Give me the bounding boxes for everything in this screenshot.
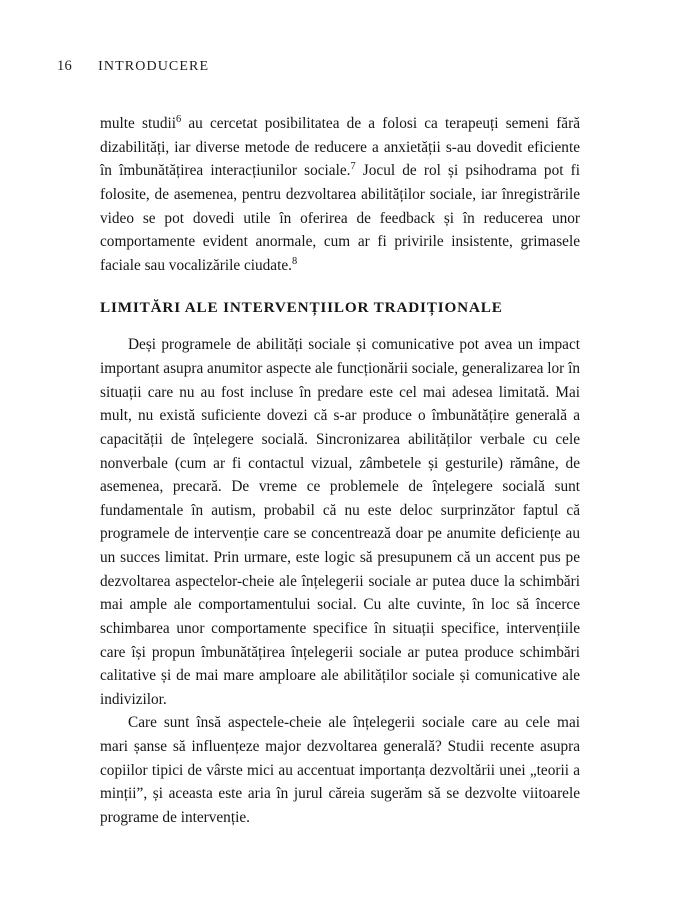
page-body — [100, 112, 580, 830]
footnote-marker-6: 6 — [176, 113, 182, 125]
page-number: 16 — [57, 58, 73, 74]
footnote-marker-7: 7 — [350, 161, 356, 173]
running-head: INTRODUCERE — [98, 59, 210, 74]
paragraph-text-part-3: Jocul de rol și psihodrama pot fi folosite, de asemenea, pentru dezvoltarea abilităților sociale, iar înregistrările video se pot dovedi utile în oferirea de feedback și în reducerea unor comportamente evident anormale, cum ar fi privirile insistente, grimasele faciale sau vocalizările ciudate. — [100, 162, 580, 274]
section-heading: LIMITĂRI ALE INTERVENȚIILOR TRADIȚIONALE — [100, 299, 503, 317]
page-header — [57, 58, 209, 75]
paragraph-group-intro — [100, 112, 580, 277]
paragraph-continuation — [100, 112, 580, 277]
paragraph-key-aspects: Care sunt însă aspectele-cheie ale înțelegerii sociale care au cele mai mari șanse să influențeze major dezvoltarea generală? Studii recente asupra copiilor tipici de vârste mici au accentuat importanța dezvoltării unei „teorii a minții”, și aceasta este aria în jurul căreia sugerăm să se dezvolte viitoarele programe de intervenție. — [100, 714, 580, 826]
paragraph-group-main — [100, 333, 580, 829]
footnote-marker-8: 8 — [291, 255, 298, 267]
paragraph-text-part-1: multe studii — [100, 115, 177, 132]
paragraph-text-part-2: au cercetat posibilitatea de a folosi ca terapeuți semeni fără dizabilități, iar diverse metode de reducere a anxietății s-au dovedit eficiente în îmbunătățirea interacțiunilor sociale. — [100, 115, 580, 180]
paragraph-limitations: Deși programele de abilități sociale și comunicative pot avea un impact important asupra anumitor aspecte ale funcționării sociale, generalizarea lor în situații care nu au fost incluse în predare este cel mai adesea limitată. Mai mult, nu există suficiente dovezi că s-ar produce o îmbunătățire generală a capacității de înțelegere socială. Sincronizarea abilităților verbale cu cele nonverbale (cum ar fi contactul vizual, zâmbetele și gesturile) rămâne, de asemenea, precară. De vreme ce problemele de înțelegere socială sunt fundamentale în autism, probabil că nu este deloc surprinzător faptul că programele de intervenție care se concentrează doar pe anumite deficiențe au un succes limitat. Prin urmare, este logic să presupunem că un accent pus pe dezvoltarea aspectelor-cheie ale înțelegerii sociale ar putea duce la schimbări mai ample ale comportamentului social. Cu alte cuvinte, în loc să încerce schimbarea unor comportamente specifice în situații specifice, intervențiile care își propun îmbunătățirea înțelegerii sociale ar putea produce schimbări calitative și de mai mare amploare ale abilităților sociale și comunicative ale indivizilor. — [100, 336, 580, 708]
